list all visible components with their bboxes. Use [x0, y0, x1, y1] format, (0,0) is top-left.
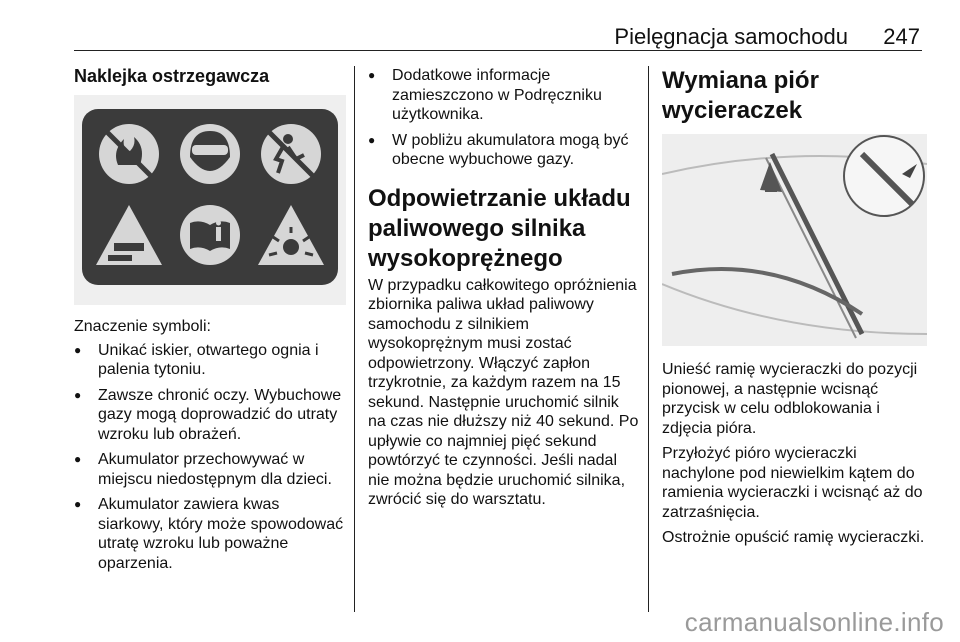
fuel-bleeding-heading: Odpowietrzanie układu paliwowego silnika wysokoprężnego [368, 184, 631, 272]
warning-label-heading: Naklejka ostrzegawcza [74, 66, 270, 86]
battery-warning-label-image [74, 95, 346, 305]
list-item: ● Unikać iskier, otwartego ognia i palenia tytoniu. [74, 341, 346, 380]
column-2 [368, 56, 640, 510]
fuel-bleeding-body: W przypadku całkowitego opróżnienia zbiornika paliwa układ paliwowy samochodu z silnikiem wysokoprężnym musi zostać odpowietrzony. Włączyć zapłon trzykrotnie, za każdym razem na 15 sekund. Następnie uruchomić silnik na czas nie dłuższy niż 40 sekund. Po upływie co najmniej pięć sekund powtórzyć te czynności. Jeśli nadal nie można będzie uruchomić silnika, zwrócić się do warsztatu. [368, 276, 639, 508]
wiper-step-1: Unieść ramię wycieraczki do pozycji pionowej, a następnie wcisnąć przycisk w celu odblokowania i zdjęcia pióra. [662, 361, 918, 437]
header-title: Pielęgnacja samochodu [614, 24, 848, 49]
column-divider-1 [354, 66, 355, 612]
eye-protection-icon [180, 124, 240, 184]
header-rule [74, 50, 922, 51]
column-1 [74, 56, 346, 579]
symbols-list [74, 341, 346, 574]
list-item: ● W pobliżu akumulatora mogą być obecne wybuchowe gazy. [368, 131, 640, 170]
wiper-instructions [662, 360, 927, 548]
list-item: ● Akumulator przechowywać w miejscu niedostępnym dla dzieci. [74, 450, 346, 489]
wiper-blade-image [662, 134, 927, 346]
page-header [0, 0, 960, 54]
watermark: carmanualsonline.info [684, 607, 944, 637]
wiper-step-3: Ostrożnie opuścić ramię wycieraczki. [662, 529, 925, 546]
column-divider-2 [648, 66, 649, 612]
wiper-step-2: Przyłożyć pióro wycieraczki nachylone pod niewielkim kątem do ramienia wycieraczki i wcisnąć aż do zatrzaśnięcia. [662, 445, 923, 521]
read-manual-icon [180, 205, 240, 265]
keep-children-away-icon [261, 124, 321, 184]
no-fire-icon [99, 124, 159, 184]
detail-zoom-circle [844, 136, 924, 216]
list-item: ● Zawsze chronić oczy. Wybuchowe gazy mogą doprowadzić do utraty wzroku lub obrażeń. [74, 386, 346, 445]
list-item: ● Dodatkowe informacje zamieszczono w Podręczniku użytkownika. [368, 66, 640, 125]
wiper-replacement-heading: Wymiana piór wycieraczek [662, 67, 819, 124]
column-3 [662, 56, 927, 548]
extra-info-list [368, 66, 640, 170]
list-item: ● Akumulator zawiera kwas siarkowy, który może spowodować utratę wzroku lub poważne oparzenia. [74, 495, 346, 573]
page-number: 247 [883, 24, 920, 49]
symbols-intro: Znaczenie symboli: [74, 318, 211, 335]
